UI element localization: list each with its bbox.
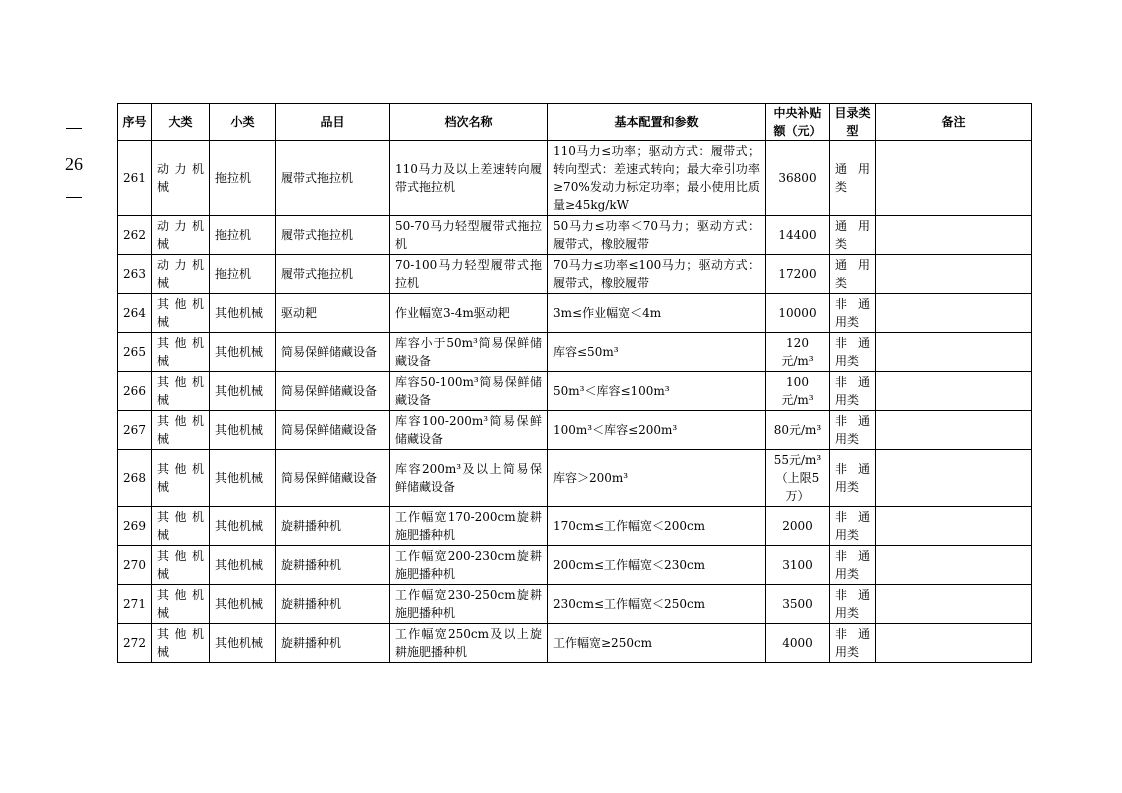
cell-no: 272 (118, 624, 152, 663)
cell-minor: 其他机械 (210, 507, 276, 546)
page-number-text: 26 (65, 154, 83, 174)
cell-minor: 其他机械 (210, 411, 276, 450)
cell-item: 履带式拖拉机 (276, 216, 390, 255)
cell-item: 简易保鲜储藏设备 (276, 450, 390, 507)
cell-major: 其他机械 (152, 624, 210, 663)
cell-grade: 工作幅宽230-250cm旋耕施肥播种机 (390, 585, 548, 624)
cell-grade: 库容100-200m³简易保鲜储藏设备 (390, 411, 548, 450)
header-major: 大类 (152, 104, 210, 141)
cell-subsidy: 10000 (766, 294, 830, 333)
cell-config: 110马力≤功率；驱动方式：履带式；转向型式：差速式转向；最大牵引功率≥70%发动力标定功率；最小使用比质量≥45kg/kW (548, 141, 766, 216)
cell-item: 旋耕播种机 (276, 585, 390, 624)
cell-grade: 110马力及以上差速转向履带式拖拉机 (390, 141, 548, 216)
cell-note (876, 411, 1032, 450)
cell-item: 旋耕播种机 (276, 507, 390, 546)
cell-type: 非通用类 (830, 546, 876, 585)
cell-minor: 其他机械 (210, 294, 276, 333)
cell-type: 非通用类 (830, 372, 876, 411)
cell-minor: 其他机械 (210, 624, 276, 663)
cell-type: 非通用类 (830, 333, 876, 372)
cell-no: 271 (118, 585, 152, 624)
table-row (118, 333, 1032, 372)
cell-config: 70马力≤功率≤100马力；驱动方式：履带式，橡胶履带 (548, 255, 766, 294)
cell-item: 旋耕播种机 (276, 624, 390, 663)
cell-item: 履带式拖拉机 (276, 141, 390, 216)
cell-type: 通用类 (830, 255, 876, 294)
cell-note (876, 255, 1032, 294)
cell-no: 264 (118, 294, 152, 333)
cell-no: 269 (118, 507, 152, 546)
table-row (118, 450, 1032, 507)
table-row (118, 372, 1032, 411)
cell-no: 270 (118, 546, 152, 585)
cell-major: 其他机械 (152, 450, 210, 507)
header-no: 序号 (118, 104, 152, 141)
cell-no: 267 (118, 411, 152, 450)
cell-major: 其他机械 (152, 411, 210, 450)
cell-subsidy: 4000 (766, 624, 830, 663)
cell-config: 工作幅宽≥250cm (548, 624, 766, 663)
cell-no: 262 (118, 216, 152, 255)
cell-grade: 工作幅宽170-200cm旋耕施肥播种机 (390, 507, 548, 546)
cell-note (876, 507, 1032, 546)
cell-config: 3m≤作业幅宽＜4m (548, 294, 766, 333)
cell-major: 动力机械 (152, 216, 210, 255)
cell-note (876, 546, 1032, 585)
cell-note (876, 294, 1032, 333)
cell-item: 履带式拖拉机 (276, 255, 390, 294)
cell-minor: 拖拉机 (210, 216, 276, 255)
cell-subsidy: 2000 (766, 507, 830, 546)
cell-item: 简易保鲜储藏设备 (276, 333, 390, 372)
cell-grade: 库容200m³及以上简易保鲜储藏设备 (390, 450, 548, 507)
header-minor: 小类 (210, 104, 276, 141)
header-subsidy: 中央补贴额（元） (766, 104, 830, 141)
cell-major: 动力机械 (152, 141, 210, 216)
cell-config: 50马力≤功率＜70马力；驱动方式：履带式，橡胶履带 (548, 216, 766, 255)
cell-config: 170cm≤工作幅宽＜200cm (548, 507, 766, 546)
cell-note (876, 141, 1032, 216)
cell-minor: 其他机械 (210, 450, 276, 507)
cell-note (876, 585, 1032, 624)
cell-config: 库容＞200m³ (548, 450, 766, 507)
cell-grade: 50-70马力轻型履带式拖拉机 (390, 216, 548, 255)
cell-type: 非通用类 (830, 624, 876, 663)
cell-config: 100m³＜库容≤200m³ (548, 411, 766, 450)
cell-type: 非通用类 (830, 411, 876, 450)
cell-minor: 其他机械 (210, 546, 276, 585)
table-row (118, 546, 1032, 585)
table-header-row (118, 104, 1032, 141)
cell-minor: 其他机械 (210, 372, 276, 411)
cell-type: 非通用类 (830, 294, 876, 333)
cell-grade: 库容小于50m³简易保鲜储藏设备 (390, 333, 548, 372)
header-grade: 档次名称 (390, 104, 548, 141)
cell-subsidy: 17200 (766, 255, 830, 294)
cell-minor: 其他机械 (210, 585, 276, 624)
subsidy-table (117, 103, 1032, 663)
header-config: 基本配置和参数 (548, 104, 766, 141)
cell-type: 通用类 (830, 141, 876, 216)
cell-minor: 拖拉机 (210, 141, 276, 216)
cell-major: 其他机械 (152, 333, 210, 372)
cell-subsidy: 55元/m³（上限5万） (766, 450, 830, 507)
page-number-dash-bottom (66, 197, 82, 198)
table-row (118, 411, 1032, 450)
cell-note (876, 333, 1032, 372)
cell-major: 其他机械 (152, 294, 210, 333)
cell-type: 非通用类 (830, 450, 876, 507)
table-row (118, 216, 1032, 255)
cell-item: 旋耕播种机 (276, 546, 390, 585)
cell-subsidy: 100元/m³ (766, 372, 830, 411)
cell-type: 非通用类 (830, 507, 876, 546)
cell-note (876, 624, 1032, 663)
header-item: 品目 (276, 104, 390, 141)
cell-subsidy: 120元/m³ (766, 333, 830, 372)
cell-note (876, 450, 1032, 507)
cell-no: 265 (118, 333, 152, 372)
page-number-dash-top (66, 128, 82, 129)
table-row (118, 255, 1032, 294)
cell-grade: 工作幅宽250cm及以上旋耕施肥播种机 (390, 624, 548, 663)
cell-grade: 库容50-100m³简易保鲜储藏设备 (390, 372, 548, 411)
cell-config: 200cm≤工作幅宽＜230cm (548, 546, 766, 585)
cell-item: 简易保鲜储藏设备 (276, 372, 390, 411)
table-row (118, 294, 1032, 333)
cell-no: 263 (118, 255, 152, 294)
cell-no: 261 (118, 141, 152, 216)
cell-minor: 其他机械 (210, 333, 276, 372)
cell-item: 驱动耙 (276, 294, 390, 333)
cell-item: 简易保鲜储藏设备 (276, 411, 390, 450)
cell-subsidy: 80元/m³ (766, 411, 830, 450)
cell-no: 268 (118, 450, 152, 507)
cell-config: 50m³＜库容≤100m³ (548, 372, 766, 411)
cell-major: 动力机械 (152, 255, 210, 294)
cell-type: 通用类 (830, 216, 876, 255)
cell-subsidy: 3100 (766, 546, 830, 585)
cell-major: 其他机械 (152, 585, 210, 624)
cell-config: 库容≤50m³ (548, 333, 766, 372)
cell-minor: 拖拉机 (210, 255, 276, 294)
cell-no: 266 (118, 372, 152, 411)
cell-note (876, 216, 1032, 255)
table-row (118, 624, 1032, 663)
table-row (118, 141, 1032, 216)
cell-subsidy: 14400 (766, 216, 830, 255)
table-row (118, 585, 1032, 624)
cell-note (876, 372, 1032, 411)
cell-subsidy: 3500 (766, 585, 830, 624)
cell-major: 其他机械 (152, 546, 210, 585)
cell-major: 其他机械 (152, 507, 210, 546)
cell-grade: 工作幅宽200-230cm旋耕施肥播种机 (390, 546, 548, 585)
cell-subsidy: 36800 (766, 141, 830, 216)
cell-type: 非通用类 (830, 585, 876, 624)
table-row (118, 507, 1032, 546)
page-number (54, 128, 94, 198)
header-type: 目录类型 (830, 104, 876, 141)
header-note: 备注 (876, 104, 1032, 141)
cell-grade: 70-100马力轻型履带式拖拉机 (390, 255, 548, 294)
cell-grade: 作业幅宽3-4m驱动耙 (390, 294, 548, 333)
cell-config: 230cm≤工作幅宽＜250cm (548, 585, 766, 624)
cell-major: 其他机械 (152, 372, 210, 411)
